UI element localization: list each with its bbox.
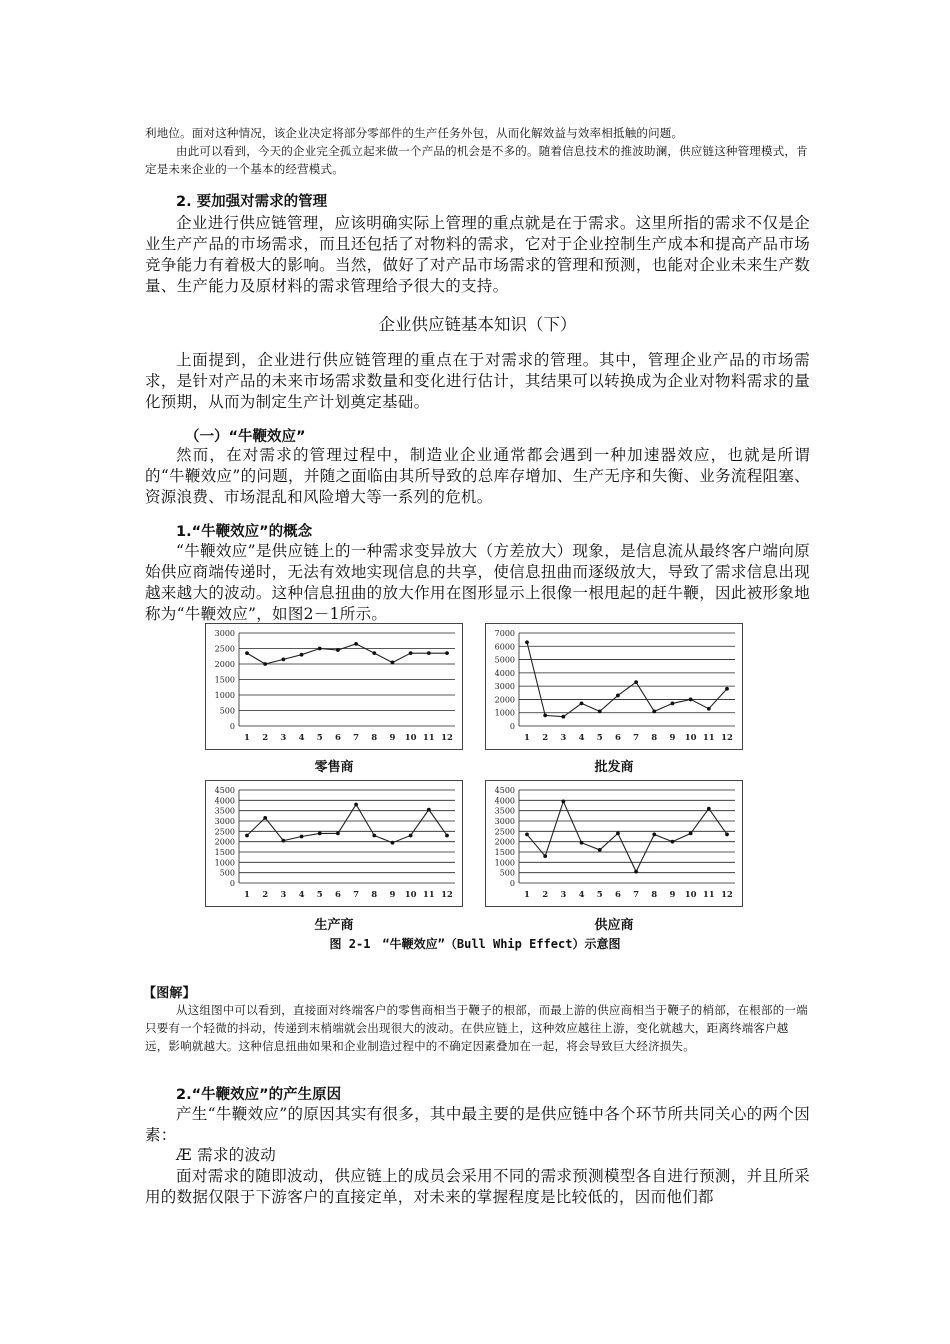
x-tick-label: 6 xyxy=(614,733,621,743)
y-tick-label: 1000 xyxy=(494,858,515,868)
section-heading-demand: 2. 要加强对需求的管理 xyxy=(176,194,328,210)
x-tick-label: 6 xyxy=(614,890,621,900)
y-tick-label: 0 xyxy=(509,722,515,731)
data-point xyxy=(300,653,304,657)
data-point xyxy=(652,709,656,713)
data-point xyxy=(409,834,413,838)
chart-supplier-svg xyxy=(485,780,743,907)
y-tick-label: 2500 xyxy=(214,827,235,837)
chart-frame xyxy=(206,624,463,750)
x-tick-label: 1 xyxy=(244,733,250,743)
x-tick-label: 12 xyxy=(721,890,733,900)
x-tick-label: 5 xyxy=(596,733,603,743)
data-point xyxy=(671,702,675,706)
x-tick-label: 2 xyxy=(262,890,269,900)
intro-line: 利地位。面对这种情况，该企业决定将部分零部件的生产任务外包，从而化解效益与效率相抵触的问题。 xyxy=(145,126,684,140)
y-tick-label: 1000 xyxy=(214,691,235,700)
chart-manufacturer-title: 生产商 xyxy=(314,918,354,933)
y-tick-label: 1000 xyxy=(494,708,515,718)
data-point xyxy=(391,841,395,845)
x-tick-label: 7 xyxy=(633,733,640,743)
x-tick-label: 4 xyxy=(298,733,305,743)
x-tick-label: 4 xyxy=(578,890,585,900)
x-tick-label: 5 xyxy=(596,890,603,900)
x-tick-label: 8 xyxy=(651,733,658,743)
data-point xyxy=(318,647,322,651)
data-point xyxy=(354,642,358,646)
data-point xyxy=(707,807,711,811)
x-tick-label: 12 xyxy=(441,890,453,900)
y-tick-label: 2000 xyxy=(214,837,235,847)
x-tick-label: 11 xyxy=(422,890,435,900)
x-tick-label: 9 xyxy=(389,733,396,743)
chart-wholesaler-title: 批发商 xyxy=(594,760,634,775)
y-tick-label: 4000 xyxy=(494,796,515,806)
data-point xyxy=(427,808,431,812)
concept-paragraph: “牛鞭效应”是供应链上的一种需求变异放大（方差放大）现象，是信息流从最终客户端向原始供应商端传递时，无法有效地实现信息的共享，使信息扭曲而逐级放大，导致了需求信息出现越来越大的波动。这种信息扭曲的放大作用在图形显示上很像一根甩起的赶牛鞭，因此被形象地称为“牛鞭效应”，如图2－1所示。 xyxy=(145,542,810,623)
x-tick-label: 10 xyxy=(404,890,417,900)
data-point xyxy=(707,707,711,711)
cause-paragraph: 产生“牛鞭效应”的原因其实有很多，其中最主要的是供应链中各个环节所共同关心的两个因素： xyxy=(145,1105,810,1144)
data-point xyxy=(372,834,376,838)
y-tick-label: 7000 xyxy=(494,629,515,638)
x-tick-label: 11 xyxy=(422,733,435,743)
chart-retailer-svg xyxy=(205,623,463,750)
y-tick-label: 4000 xyxy=(494,668,515,678)
y-tick-label: 1500 xyxy=(494,848,515,857)
x-tick-label: 9 xyxy=(669,890,676,900)
bullwhip-heading: （一）“牛鞭效应” xyxy=(185,429,306,445)
x-tick-label: 2 xyxy=(542,890,549,900)
data-point xyxy=(634,870,638,874)
chart-supplier-title: 供应商 xyxy=(594,918,634,933)
data-point xyxy=(354,803,358,807)
data-point xyxy=(445,651,449,655)
demand-paragraph: 上面提到，企业进行供应链管理的重点在于对需求的管理。其中，管理企业产品的市场需求，是针对产品的未来市场需求数量和变化进行估计，其结果可以转换成为企业对物料需求的量化预期，从而为制定生产计划奠定基础。 xyxy=(145,351,810,411)
data-point xyxy=(263,816,267,820)
bullet-symbol: Æ xyxy=(176,1146,192,1164)
chart-supplier xyxy=(485,780,743,907)
bullwhip-figure xyxy=(205,623,750,955)
x-tick-label: 1 xyxy=(524,733,530,743)
y-tick-label: 2000 xyxy=(214,660,235,669)
explain-heading: 【图解】 xyxy=(143,986,196,1001)
data-point xyxy=(634,680,638,684)
y-tick-label: 4000 xyxy=(214,796,235,806)
data-point xyxy=(391,661,395,665)
x-tick-label: 3 xyxy=(280,890,287,900)
x-tick-label: 7 xyxy=(353,733,360,743)
y-tick-label: 0 xyxy=(509,879,515,888)
cause-paragraph-2: 面对需求的随即波动，供应链上的成员会采用不同的需求预测模型各自进行预测，并且所采用的数据仅限于下游客户的直接定单，对未来的掌握程度是比较低的，因而他们都 xyxy=(145,1167,810,1206)
x-tick-label: 4 xyxy=(298,890,305,900)
data-point xyxy=(543,854,547,858)
data-point xyxy=(245,651,249,655)
section-paragraph-demand: 企业进行供应链管理，应该明确实际上管理的重点就是在于需求。这里所指的需求不仅是企业生产产品的市场需求，而且还包括了对物料的需求，它对于企业控制生产成本和提高产品市场竞争能力有着极大的影响。当然，做好了对产品市场需求的管理和预测，也能对企业未来生产数量、生产能力及原材料的需求管理给予很大的支持。 xyxy=(145,214,810,295)
x-tick-label: 8 xyxy=(371,733,378,743)
data-point xyxy=(689,832,693,836)
data-point xyxy=(318,832,322,836)
y-tick-label: 0 xyxy=(229,879,235,888)
cause-bullet xyxy=(176,1145,276,1166)
chart-wholesaler xyxy=(485,623,743,750)
y-tick-label: 3000 xyxy=(214,629,235,638)
intro-paragraph: 由此可以看到，今天的企业完全孤立起来做一个产品的机会是不多的。随着信息技术的推波助澜，供应链这种管理模式，肯定是未来企业的一个基本的经营模式。 xyxy=(145,144,808,176)
data-point xyxy=(336,648,340,652)
data-point xyxy=(281,839,285,843)
data-point xyxy=(725,687,729,691)
x-tick-label: 8 xyxy=(371,890,378,900)
y-tick-label: 1000 xyxy=(214,858,235,868)
y-tick-label: 0 xyxy=(229,722,235,731)
x-tick-label: 12 xyxy=(441,733,453,743)
bullwhip-paragraph: 然而，在对需求的管理过程中，制造业企业通常都会遇到一种加速器效应，也就是所谓的“牛鞭效应”的问题，并随之面临由其所导致的总库存增加、生产无序和失衡、业务流程阻塞、资源浪费、市场混乱和风险增大等一系列的危机。 xyxy=(145,446,810,506)
data-point xyxy=(598,848,602,852)
x-tick-label: 3 xyxy=(280,733,287,743)
chart-wholesaler-svg xyxy=(485,623,743,750)
x-tick-label: 1 xyxy=(244,890,250,900)
data-point xyxy=(372,651,376,655)
y-tick-label: 2500 xyxy=(214,644,235,654)
data-point xyxy=(525,833,529,837)
figure-caption: 图 2-1 “牛鞭效应”（Bull Whip Effect）示意图 xyxy=(329,937,621,951)
y-tick-label: 2000 xyxy=(494,837,515,847)
y-tick-label: 2500 xyxy=(494,827,515,837)
concept-heading: 1.“牛鞭效应”的概念 xyxy=(176,524,313,540)
y-tick-label: 4500 xyxy=(494,786,515,795)
x-tick-label: 5 xyxy=(316,890,323,900)
x-tick-label: 9 xyxy=(669,733,676,743)
x-tick-label: 11 xyxy=(702,890,715,900)
x-tick-label: 12 xyxy=(721,733,733,743)
x-tick-label: 10 xyxy=(404,733,417,743)
x-tick-label: 10 xyxy=(684,890,697,900)
y-tick-label: 3500 xyxy=(214,806,235,816)
x-tick-label: 11 xyxy=(702,733,715,743)
data-point xyxy=(616,832,620,836)
x-tick-label: 8 xyxy=(651,890,658,900)
y-tick-label: 500 xyxy=(219,868,235,878)
bullet-text: 需求的波动 xyxy=(197,1146,277,1164)
data-point xyxy=(263,662,267,666)
data-point xyxy=(671,840,675,844)
data-point xyxy=(281,657,285,661)
data-point xyxy=(580,841,584,845)
y-tick-label: 500 xyxy=(219,706,235,716)
chart-frame xyxy=(486,781,743,907)
data-point xyxy=(598,709,602,713)
y-tick-label: 2000 xyxy=(494,695,515,705)
x-tick-label: 6 xyxy=(334,733,341,743)
y-tick-label: 6000 xyxy=(494,642,515,652)
data-point xyxy=(561,715,565,719)
data-point xyxy=(725,833,729,837)
chart-retailer xyxy=(205,623,463,750)
y-tick-label: 3500 xyxy=(494,806,515,816)
x-tick-label: 7 xyxy=(353,890,360,900)
x-tick-label: 3 xyxy=(560,890,567,900)
x-tick-label: 6 xyxy=(334,890,341,900)
data-point xyxy=(561,799,565,803)
x-tick-label: 2 xyxy=(262,733,269,743)
data-point xyxy=(245,834,249,838)
x-tick-label: 1 xyxy=(524,890,530,900)
x-tick-label: 2 xyxy=(542,733,549,743)
y-tick-label: 5000 xyxy=(494,655,515,665)
data-point xyxy=(427,651,431,655)
data-point xyxy=(300,835,304,839)
explain-paragraph: 从这组图中可以看到，直接面对终端客户的零售商相当于鞭子的根部，而最上游的供应商相当于鞭子的梢部，在根部的一端只要有一个轻微的抖动，传递到末梢端就会出现很大的波动。在供应链上，这种效应越往上游，变化就越大，距离终端客户越远，影响就越大。这种信息扭曲如果和企业制造过程中的不确定因素叠加在一起，将会导致巨大经济损失。 xyxy=(145,1003,808,1053)
y-tick-label: 3000 xyxy=(214,817,235,826)
y-tick-label: 3000 xyxy=(494,682,515,692)
x-tick-label: 7 xyxy=(633,890,640,900)
chart-retailer-title: 零售商 xyxy=(314,760,354,775)
chart-manufacturer xyxy=(205,780,463,907)
x-tick-label: 4 xyxy=(578,733,585,743)
x-tick-label: 10 xyxy=(684,733,697,743)
chart-frame xyxy=(206,781,463,907)
data-point xyxy=(616,694,620,698)
chart-manufacturer-svg xyxy=(205,780,463,907)
page-title: 企业供应链基本知识（下） xyxy=(378,315,577,334)
x-tick-label: 9 xyxy=(389,890,396,900)
data-point xyxy=(445,834,449,838)
data-point xyxy=(580,702,584,706)
y-tick-label: 3000 xyxy=(494,817,515,826)
y-tick-label: 1500 xyxy=(214,675,235,685)
data-point xyxy=(689,698,693,702)
data-point xyxy=(409,651,413,655)
x-tick-label: 3 xyxy=(560,733,567,743)
data-point xyxy=(336,832,340,836)
y-tick-label: 500 xyxy=(499,868,515,878)
data-point xyxy=(652,833,656,837)
x-tick-label: 5 xyxy=(316,733,323,743)
cause-heading: 2.“牛鞭效应”的产生原因 xyxy=(176,1087,342,1103)
data-point xyxy=(543,713,547,717)
data-point xyxy=(525,640,529,644)
y-tick-label: 4500 xyxy=(214,786,235,795)
y-tick-label: 1500 xyxy=(214,848,235,857)
